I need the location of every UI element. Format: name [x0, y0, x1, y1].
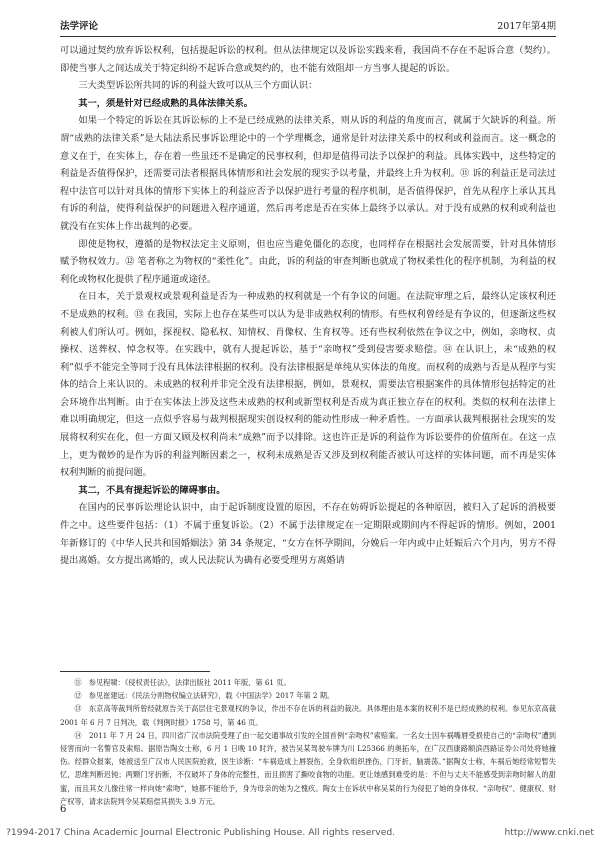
- footnote: ⑭ 2011 年 7 月 24 日，四川省广汉市法院受理了由一起交通事故引发的全国首例“亲吻权”索赔案。一名女士因车祸嘴唇受损使自己的“亲吻权”遭到侵害而向一名警官及索赔。据原告陶女士称，6 月 1 日晚 10 时许，被告吴某驾驶车牌为川 L25366 的奥拓车，在广汉西康路顺滨西路证券公司处将她撞伤。经群众报案，她被送至广汉市人民医院抢救，医生诊断：“车祸造成上唇裂伤，全身软组织挫伤，门牙折，脑震荡。”据陶女士称，车祸后她经常短暂失忆，思维判断迟钝；两颗门牙折断，不仅破坏了身体的完整性，而且损害了撕咬食物的功能。更让她感到难受的是：不但与丈夫不能感受到亲吻时解人的甜蜜，而且其女儿像往常一样向她“索吻”，她都不能给予，身为母亲的她为之愧疚。陶女士在诉状中称吴某的行为侵犯了她的身体权、“亲吻权”、健康权、财产权等，请求法院判令吴某赔偿其损失 3.9 万元。: [60, 730, 556, 806]
- journal-name: 法学评论: [60, 21, 99, 32]
- paragraph: 三大类型诉讼所共同的诉的利益大致可以从三个方面认识：: [78, 80, 318, 92]
- paragraph: 在国内的民事诉讼理论认识中，由于起诉制度设置的原因，不存在妨碍诉讼提起的各种原因，被归入了起诉的消极要件之中。这些要件包括：（1）不属于重复诉讼。（2）不属于法律规定在一定期限或期间内不得起诉的情形。例如，2001 年新修订的《中华人民共和国婚姻法》第 34 条规定，“女方在怀孕期间，分娩后一年内或中止妊娠后六个月内，男方不得提出离婚。女方提出离婚的，或人民法院认为确有必要受理男方离婚请: [60, 502, 556, 567]
- section-heading: 其二，不具有提起诉讼的障碍事由。: [78, 484, 226, 496]
- footnote: ⑫ 参见崔建远：《民法分则物权编立法研究》，载《中国法学》2017 年第 2 期。: [74, 691, 335, 701]
- paragraph: 在日本，关于景观权或景观利益是否为一种成熟的权利就是一个有争议的问题。在法院审理之后，最终认定该权利还不是成熟的权利。⑬ 在我国，实际上也存在某些可以认为是非成熟权利的情形。有些权利曾经是有争议的，但逐渐这些权利被人们所认可。例如，探视权、隐私权、知情权、肖像权、生育权等。还有些权利依然在争议之中，例如，亲吻权、贞操权、送葬权、悼念权等。在实践中，就有人提起诉讼，基于“亲吻权”受到侵害要求赔偿。⑭ 在认识上，未“成熟的权利”似乎不能完全等同于没有具体法律根据的权利。没有法律根据是单纯从实体法的角度。而权利的成熟与否是从程序与实体的结合上来认识的。未成熟的权利并非完全没有法律根据，例如，景观权，需要法官根据案件的具体情形包括特定的社会环境作出判断。由于在实体法上涉及这些未成熟的权利或新型权利是否成为真正独立存在的权利。类似的权利在法律上难以明确规定，但这一点似乎容易与裁判根据现实创设权利的能动性形成一种矛盾性。一方面承认裁判根据社会现实的发展将权利实在化，但一方面又顾及权利尚未“成熟”而予以排除。这也许正是诉的利益作为诉讼要件的价值所在。在这一点上，更为微妙的是作为诉的利益判断因素之一，权利未成熟是否又涉及到权利能否被认可这样的实体问题，而不再是实体权利判断的前提问题。: [60, 291, 556, 479]
- page-number: 6: [60, 804, 67, 815]
- header-rule: [60, 36, 556, 37]
- footnote: ⑪ 参见程啸：《侵权责任法》，法律出版社 2011 年版，第 61 页。: [74, 678, 291, 687]
- footnote: ⑬ 东京高等裁判所曾经就原告关于高层住宅景观权的争议，作出不存在诉的利益的裁决。具体理由是本案的权利不是已经成熟的权利。参见东京高裁 2001 年 6 月 7 日判决，载《判例时报》1758 号，第 46 页。: [60, 704, 556, 727]
- footnote-rule: [60, 671, 210, 672]
- paragraph: 即使是物权，遵循的是物权法定主义原则，但也应当避免僵化的态度，也同样存在根据社会发展需要，针对具体情形赋予物权效力。⑫ 笔者称之为物权的“柔性化”。由此，诉的利益的审查判断也就成了物权柔性化的程序机制，为利益的权利化或物权化提供了程序通道或途径。: [60, 238, 556, 285]
- paragraph: 可以通过契约放弃诉讼权利，包括提起诉讼的权利。但从法律规定以及诉讼实践来看，我国尚不存在不起诉合意（契约）。即使当事人之间达成关于特定纠纷不起诉合意或契约的，也不能有效阻却一方当事人提起的诉讼。: [60, 45, 556, 74]
- footer-url[interactable]: http://www.cnki.net: [504, 827, 594, 838]
- section-heading: 其一，须是针对已经成熟的具体法律关系。: [78, 97, 253, 109]
- running-header: [60, 18, 556, 32]
- footnotes: [60, 676, 556, 808]
- issue-number: 2017年第4期: [497, 21, 556, 32]
- article-body: [60, 42, 556, 570]
- copyright-notice: ?1994-2017 China Academic Journal Electronic Publishing House. All rights reserved.: [6, 827, 396, 838]
- paragraph: 如果一个特定的诉讼在其诉讼标的上不是已经成熟的法律关系，则从诉的利益的角度而言，就属于欠缺诉的利益。所谓“成熟的法律关系”是大陆法系民事诉讼理论中的一个学理概念，通常是针对法律关系中的权利或利益而言。这一概念的意义在于，在实体上，存在着一些虽还不是确定的民事权利，但却是值得司法予以保护的利益。具体实践中，这些特定的利益是否值得保护，还需要司法者根据具体情形和社会发展的现实予以考量，并最终上升为权利。⑪ 诉的利益正是司法过程中法官可以针对具体的情形下实体上的利益应否予以保护进行考量的程序机制，是否值得保护，首先从程序上承认其具有诉的利益，使得利益保护的问题进入程序通道，然后再考虑是否在实体上最终予以承认。对于没有成熟的权利或利益也就没有在实体上作出裁判的必要。: [60, 115, 556, 232]
